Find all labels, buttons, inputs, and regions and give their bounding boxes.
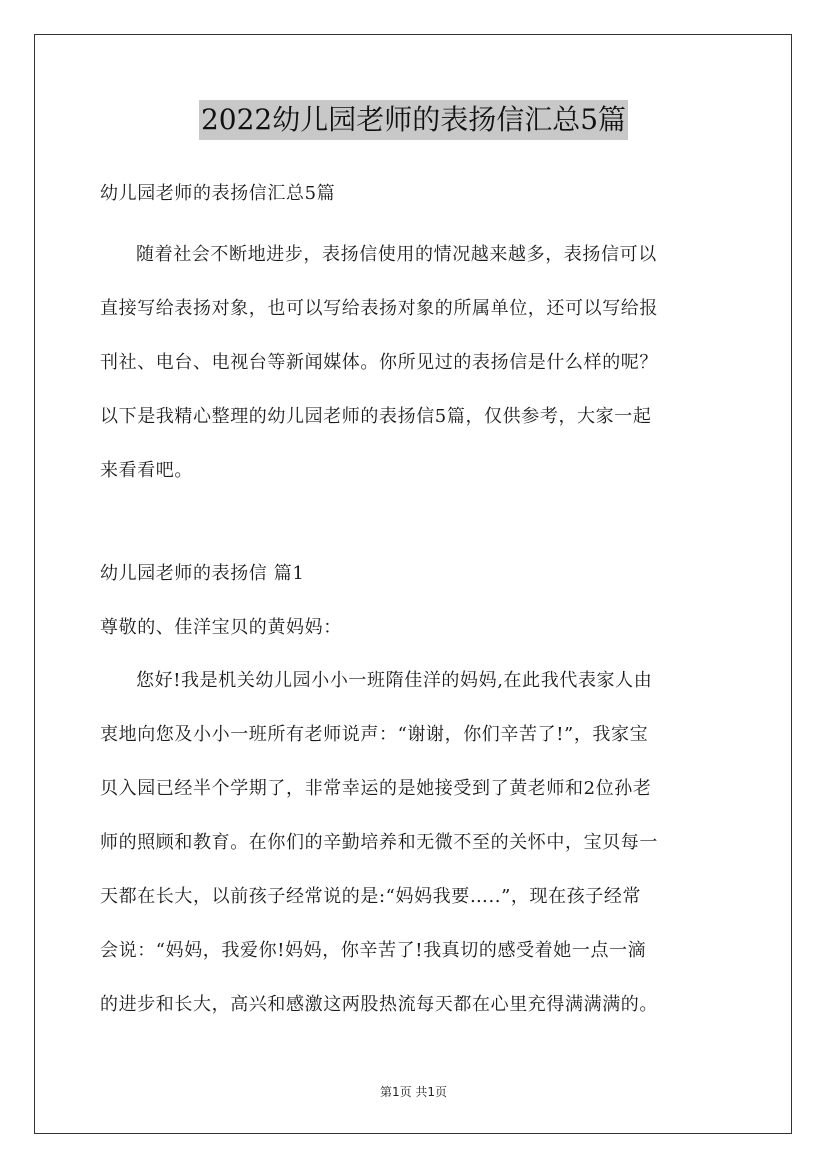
intro-line: 直接写给表扬对象，也可以写给表扬对象的所属单位，还可以写给报	[100, 298, 658, 319]
letter-line: 天都在长大，以前孩子经常说的是:“妈妈我要…..”，现在孩子经常	[100, 886, 642, 907]
letter-line: 衷地向您及小小一班所有老师说声：“谢谢，你们辛苦了!”，我家宝	[100, 724, 649, 745]
letter-salutation: 尊敬的、佳洋宝贝的黄妈妈：	[100, 617, 342, 638]
intro-line: 来看看吧。	[100, 460, 193, 481]
intro-paragraph	[100, 228, 728, 498]
document-title: 2022幼儿园老师的表扬信汇总5篇	[199, 100, 628, 140]
page-number-footer: 第1页 共1页	[379, 1085, 448, 1099]
document-subtitle: 幼儿园老师的表扬信汇总5篇	[100, 183, 336, 204]
title-container	[0, 100, 827, 140]
paragraph-gap	[100, 498, 728, 552]
section-heading: 幼儿园老师的表扬信 篇1	[100, 563, 305, 584]
letter-line: 您好!我是机关幼儿园小小一班隋佳洋的妈妈,在此我代表家人由	[136, 670, 653, 691]
letter-line: 的进步和长大，高兴和感激这两股热流每天都在心里充得满满满的。	[100, 994, 658, 1015]
intro-line: 刊社、电台、电视台等新闻媒体。你所见过的表扬信是什么样的呢？	[100, 352, 658, 373]
letter-line: 会说：“妈妈，我爱你!妈妈，你辛苦了!我真切的感受着她一点一滴	[100, 940, 647, 961]
document-body	[100, 172, 728, 1032]
intro-line: 以下是我精心整理的幼儿园老师的表扬信5篇，仅供参考，大家一起	[100, 406, 652, 427]
intro-line: 随着社会不断地进步，表扬信使用的情况越来越多，表扬信可以	[136, 244, 657, 265]
letter-body	[100, 654, 728, 1032]
letter-line: 师的照顾和教育。在你们的辛勤培养和无微不至的关怀中，宝贝每一	[100, 832, 658, 853]
letter-line: 贝入园已经半个学期了，非常幸运的是她接受到了黄老师和2位孙老	[100, 778, 652, 799]
